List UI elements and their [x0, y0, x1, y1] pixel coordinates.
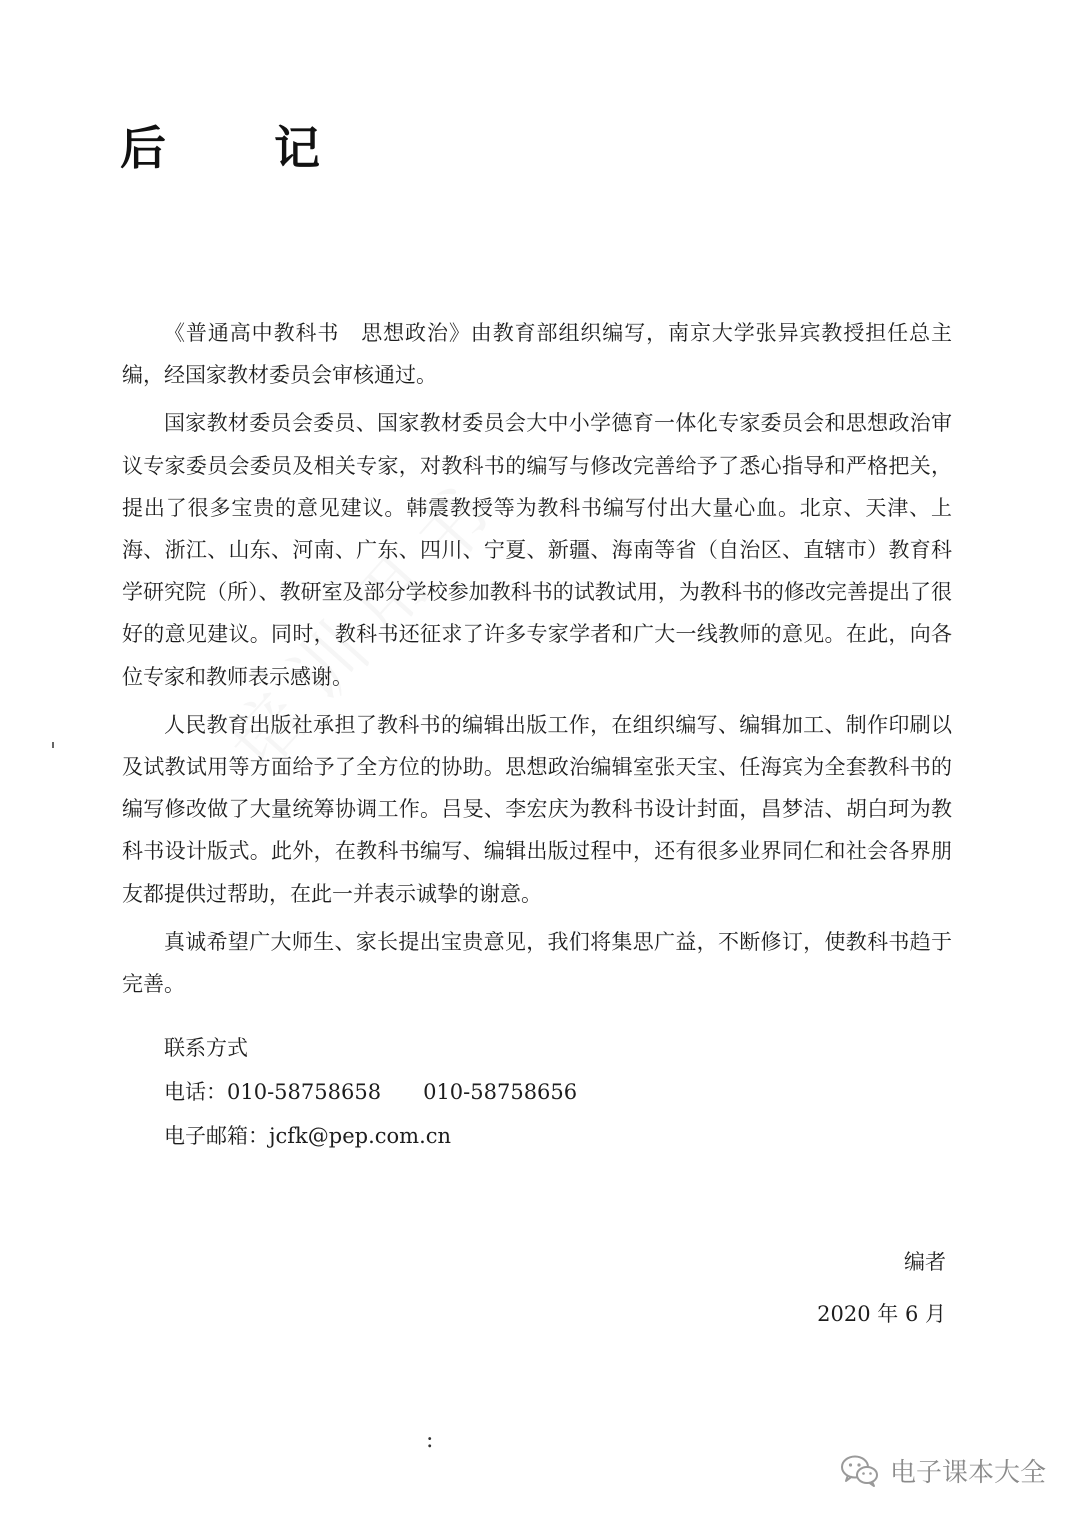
page-dot: :	[426, 1428, 434, 1453]
wechat-icon	[840, 1454, 880, 1488]
page-title: 后 记	[120, 121, 367, 175]
brand-name: 电子课本大全	[889, 1458, 1046, 1488]
phone-number-2: 010-58758656	[423, 1080, 578, 1104]
paragraph-2: 国家教材委员会委员、国家教材委员会大中小学德育一体化专家委员会和思想政治审议专家委员会委员及相关专家，对教科书的编写与修改完善给予了悉心指导和严格把关，提出了很多宝贵的意见建议。韩震教授等为教科书编写付出大量心血。北京、天津、上海、浙江、山东、河南、广东、四川、宁夏、新疆、海南等省（自治区、直辖市）教育科学研究院（所）、教研室及部分学校参加教科书的试教试用，为教科书的修改完善提出了很好的意见建议。同时，教科书还征求了许多专家学者和广大一线教师的意见。在此，向各位专家和教师表示感谢。	[122, 411, 952, 689]
contact-block	[164, 1026, 577, 1158]
email-label: 电子邮箱：	[164, 1124, 269, 1148]
contact-heading: 联系方式	[164, 1036, 248, 1060]
signoff-block	[817, 1236, 946, 1340]
scan-mark	[52, 742, 54, 748]
paragraph-1: 《普通高中教科书 思想政治》由教育部组织编写，南京大学张异宾教授担任总主编，经国家教材委员会审核通过。	[122, 321, 952, 388]
signoff-date: 2020 年 6 月	[817, 1302, 946, 1326]
paragraph-4: 真诚希望广大师生、家长提出宝贵意见，我们将集思广益，不断修订，使教科书趋于完善。	[122, 929, 952, 997]
phone-number-1: 010-58758658	[227, 1080, 382, 1104]
contact-email-row	[164, 1114, 577, 1158]
paragraph-3: 人民教育出版社承担了教科书的编辑出版工作，在组织编写、编辑加工、制作印刷以及试教试用等方面给予了全方位的协助。思想政治编辑室张天宝、任海宾为全套教科书的编写修改做了大量统筹协调工作。吕旻、李宏庆为教科书设计封面，昌梦洁、胡白珂为教科书设计版式。此外，在教科书编写、编辑出版过程中，还有很多业界同仁和社会各界朋友都提供过帮助，在此一并表示诚挚的谢意。	[122, 712, 952, 906]
email-address: jcfk@pep.com.cn	[269, 1124, 452, 1148]
phone-label: 电话：	[164, 1080, 227, 1104]
footer-brand	[840, 1452, 1046, 1489]
afterword-body	[122, 312, 952, 1011]
signoff-author: 编者	[904, 1250, 946, 1274]
contact-phone-row	[164, 1070, 577, 1114]
